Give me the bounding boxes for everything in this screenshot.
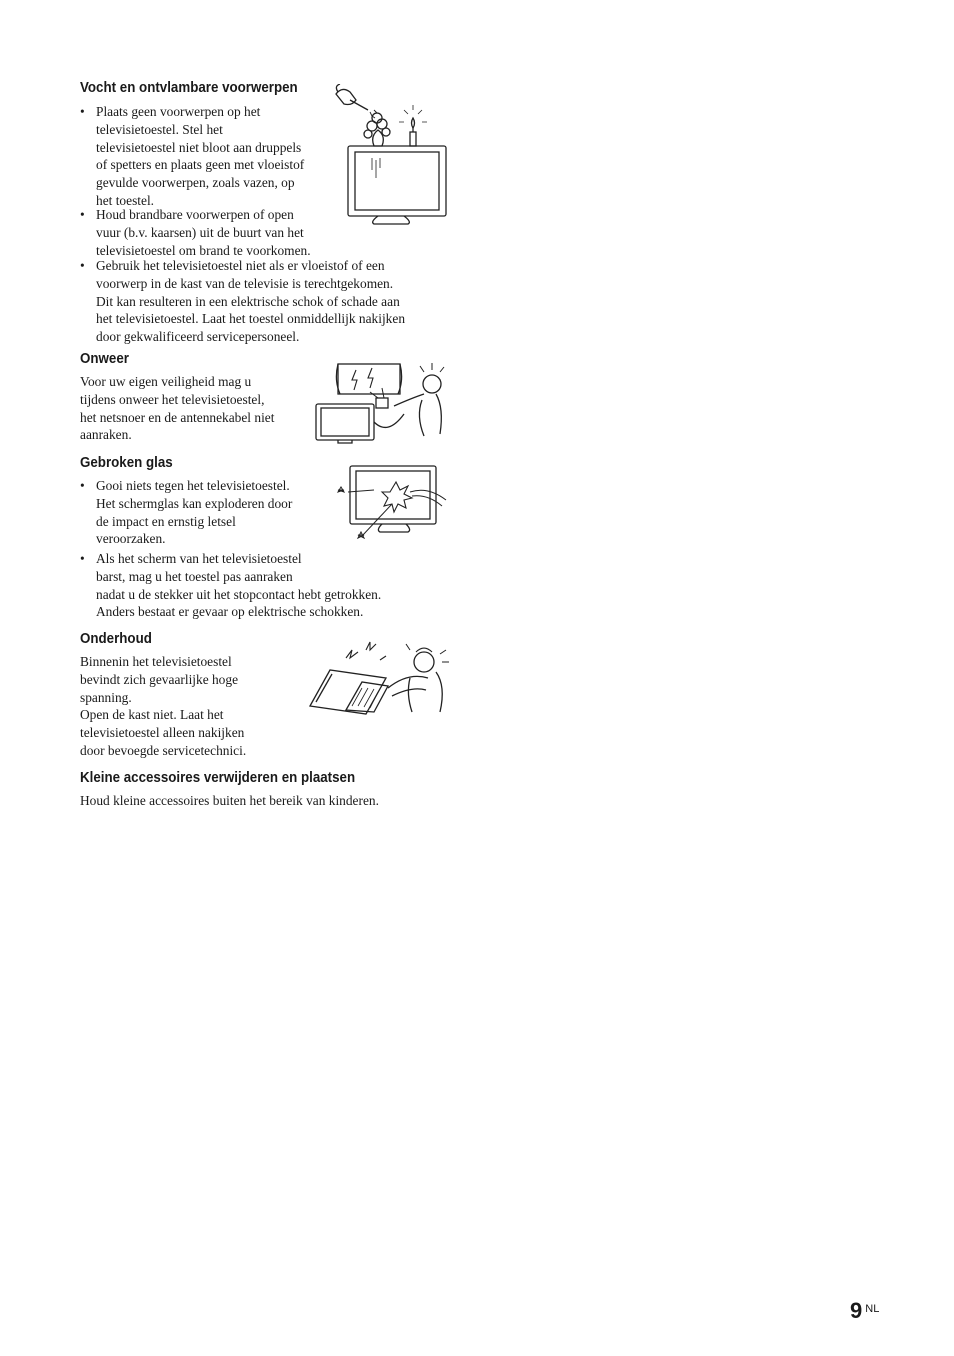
bullet-vocht-3 [80, 257, 405, 346]
text-line: Dit kan resulteren in een elektrische schok of schade aan [96, 293, 400, 309]
text-line: nadat u de stekker uit het stopcontact hebt getrokken. [96, 586, 382, 602]
text-line: Gebruik het televisietoestel niet als er vloeistof of een [96, 258, 385, 273]
bullet-marker: • [80, 258, 85, 273]
page-number-value: 9 [850, 1298, 863, 1323]
page-language: NL [865, 1303, 880, 1315]
text-line: veroorzaken. [96, 531, 166, 547]
text-onweer [80, 373, 274, 444]
heading-gebroken-glas: Gebroken glas [80, 455, 173, 471]
electric-shock-illustration [306, 640, 452, 722]
bullet-marker: • [80, 478, 85, 493]
page-number [850, 1298, 879, 1324]
bullet-glas-2 [80, 550, 381, 621]
bullet-marker: • [80, 104, 85, 119]
text-line: Voor uw eigen veiligheid mag u [80, 374, 252, 389]
text-line: Houd kleine accessoires buiten het bereik van kinderen. [80, 793, 379, 808]
text-line: door gekwalificeerd servicepersoneel. [96, 329, 300, 345]
text-line: het netsnoer en de antennekabel niet [80, 409, 275, 425]
bullet-marker: • [80, 551, 85, 566]
text-line: Anders bestaat er gevaar op elektrische schokken. [96, 604, 364, 620]
bullet-glas-1 [80, 477, 292, 548]
bullet-vocht-1 [80, 103, 340, 210]
bullet-marker: • [80, 207, 85, 222]
lightning-tv-illustration [312, 360, 450, 444]
text-line: Het schermglas kan exploderen door [96, 495, 293, 511]
bullet-vocht-2 [80, 206, 311, 259]
text-line: vuur (b.v. kaarsen) uit de buurt van het [96, 224, 304, 240]
heading-vocht: Vocht en ontvlambare voorwerpen [80, 80, 298, 96]
broken-screen-illustration [334, 460, 450, 546]
text-line: door bevoegde servicetechnici. [80, 742, 247, 758]
text-line: of spetters en plaats geen met vloeistof [96, 157, 305, 173]
text-line: aanraken. [80, 427, 132, 443]
text-line: tijdens onweer het televisietoestel, [80, 391, 265, 407]
heading-onderhoud: Onderhoud [80, 631, 152, 647]
heading-onweer: Onweer [80, 351, 129, 367]
text-line: Houd brandbare voorwerpen of open [96, 207, 294, 222]
text-line: het televisietoestel. Laat het toestel onmiddellijk nakijken [96, 311, 406, 327]
text-line: Als het scherm van het televisietoestel [96, 551, 302, 566]
text-line: Plaats geen voorwerpen op het [96, 104, 261, 119]
text-line: Binnenin het televisietoestel [80, 654, 232, 669]
text-line: bevindt zich gevaarlijke hoge [80, 671, 239, 687]
text-line: Gooi niets tegen het televisietoestel. [96, 478, 290, 493]
text-line: het toestel. [96, 192, 155, 208]
text-accessoires [80, 792, 379, 810]
text-line: barst, mag u het toestel pas aanraken [96, 568, 293, 584]
text-line: televisietoestel om brand te voorkomen. [96, 242, 311, 258]
tv-vase-candle-illustration [330, 84, 450, 226]
text-line: spanning. [80, 689, 132, 705]
text-line: gevulde voorwerpen, zoals vazen, op [96, 175, 295, 191]
text-line: voorwerp in de kast van de televisie is terechtgekomen. [96, 275, 394, 291]
heading-accessoires: Kleine accessoires verwijderen en plaatsen [80, 770, 356, 786]
text-line: televisietoestel alleen nakijken [80, 725, 245, 741]
text-line: de impact en ernstig letsel [96, 513, 236, 529]
text-onderhoud [80, 653, 246, 760]
text-line: televisietoestel niet bloot aan druppels [96, 139, 302, 155]
text-line: televisietoestel. Stel het [96, 121, 223, 137]
text-line: Open de kast niet. Laat het [80, 707, 224, 723]
